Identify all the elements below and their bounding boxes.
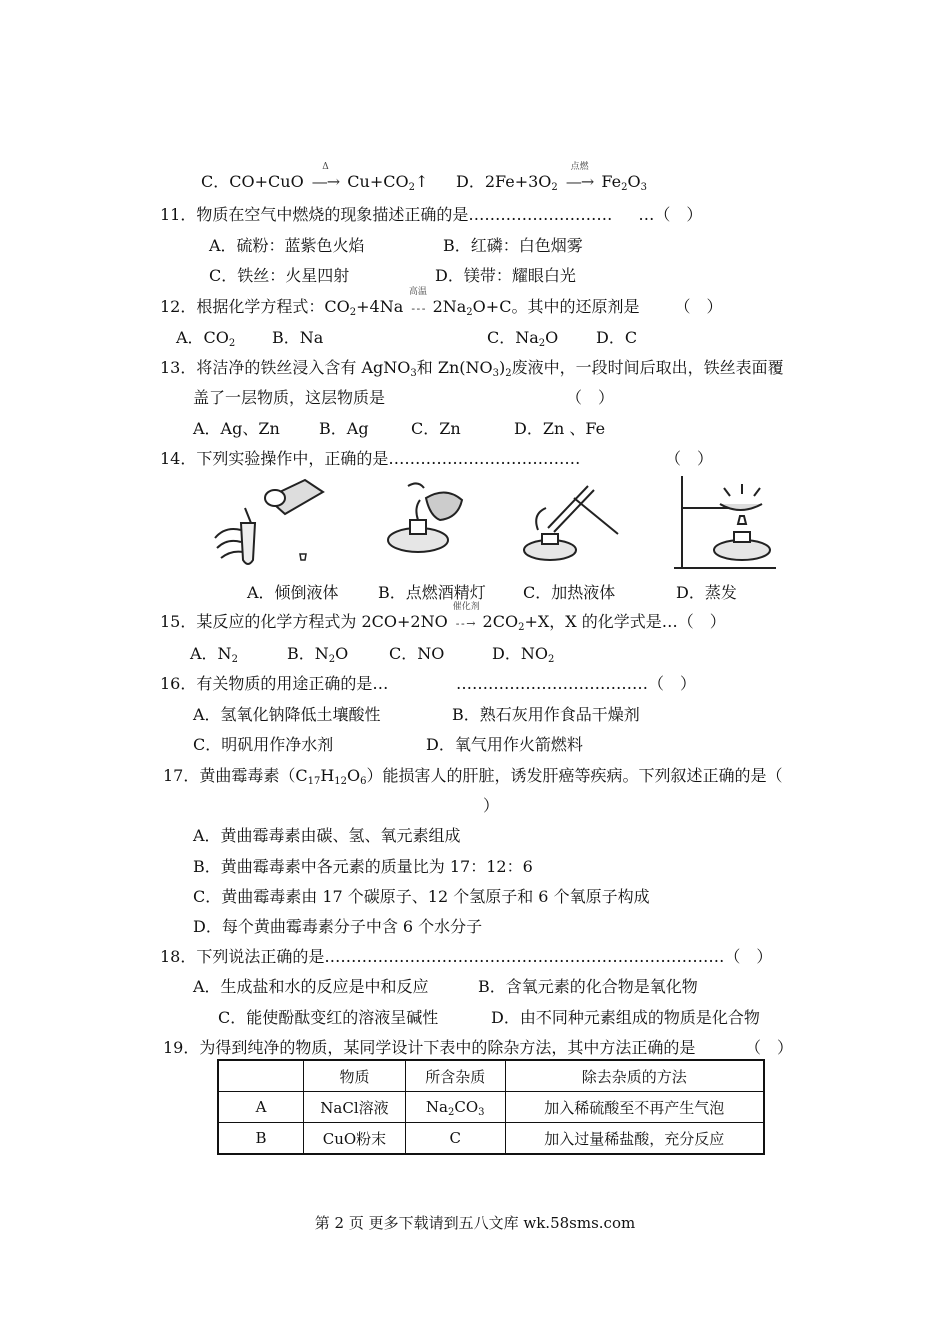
q12-stem: 12．根据化学方程式：$CO_2+4Na$ 高温 - - - $2Na_2O+C$。其中的还原剂是 （ ） [160, 287, 723, 318]
table-row [218, 1123, 764, 1155]
q10-option-c: C．CO+CuO Δ —→ $Cu+CO_2↑$ [201, 162, 429, 193]
q13-option-c: C．Zn [411, 419, 461, 438]
q11-option-b: B．红磷：白色烟雾 [443, 236, 583, 255]
q13-option-a: A．Ag、Zn [193, 419, 280, 438]
q11-option-d: D．镁带：耀眼白光 [435, 266, 576, 285]
q17-option-b: B．黄曲霉毒素中各元素的质量比为 17：12：6 [193, 857, 533, 876]
reaction-arrow: 催化剂 - - → [452, 602, 480, 630]
q11-option-c: C．铁丝：火星四射 [209, 266, 350, 285]
q14-option-b: B．点燃酒精灯 [378, 583, 486, 602]
q15-option-d: D．$NO_2$ [492, 644, 555, 665]
reaction-arrow: 高温 - - - [408, 287, 427, 315]
q15-option-a: A．$N_2$ [190, 644, 238, 665]
impurity-cell: C [405, 1123, 505, 1155]
q11-stem: 11．物质在空气中燃烧的现象描述正确的是……………………… …（ ） [160, 205, 703, 224]
impurity-cell: $Na_2CO_3$ [405, 1092, 505, 1123]
q17-option-c: C．黄曲霉毒素由 17 个碳原子、12 个氢原子和 6 个氧原子构成 [193, 887, 650, 906]
q16-option-a: A．氢氧化钠降低土壤酸性 [193, 705, 381, 724]
q14-option-c: C．加热液体 [523, 583, 616, 602]
q14-stem: 14．下列实验操作中，正确的是……………………………… [160, 449, 581, 468]
alcohol-lamp-figure [378, 478, 473, 563]
q11-option-a: A．硫粉：蓝紫色火焰 [209, 236, 365, 255]
q15-option-b: B．$N_2O$ [287, 644, 349, 665]
q14-option-d: D．蒸发 [676, 583, 737, 602]
q14-answer-bracket: （ ） [665, 449, 714, 468]
q13-stem-line1: 13．将洁净的铁丝浸入含有 AgNO$_3$和 $Zn(NO_3)_2$废液中，一段时间后取出，铁丝表面覆 [160, 358, 784, 379]
method-cell: 加入稀硫酸至不再产生气泡 [505, 1092, 764, 1123]
q16-option-d: D．氧气用作火箭燃料 [426, 735, 583, 754]
q10-option-d: D．$2Fe+3O_2$ 点燃 —→ $Fe_2O_3$ [456, 162, 647, 193]
page-footer: 第 2 页 更多下载请到五八文库 wk.58sms.com [314, 1214, 636, 1232]
q12-option-c: C．$Na_2O$ [487, 328, 559, 349]
q14-option-a: A．倾倒液体 [247, 583, 339, 602]
q18-stem: 18．下列说法正确的是…………………………………………………………………（ ） [160, 947, 773, 966]
header-cell: 物质 [304, 1060, 406, 1092]
q12-option-b: B．Na [272, 328, 324, 347]
q17-option-a: A．黄曲霉毒素由碳、氢、氧元素组成 [193, 826, 461, 845]
q12-option-d: D．C [596, 328, 638, 347]
header-cell: 所含杂质 [405, 1060, 505, 1092]
header-cell [218, 1060, 304, 1092]
heating-liquid-figure [518, 478, 628, 568]
q18-option-c: C．能使酚酞变红的溶液呈碱性 [218, 1008, 439, 1027]
reaction-arrow: Δ —→ [311, 162, 340, 191]
q16-option-c: C．明矾用作净水剂 [193, 735, 334, 754]
reaction-arrow: 点燃 —→ [565, 162, 594, 191]
q13-option-b: B．Ag [319, 419, 369, 438]
q13-stem-line2: 盖了一层物质，这层物质是 [193, 388, 386, 407]
evaporation-figure [670, 468, 780, 578]
q17-stem: 17．黄曲霉毒素$(C_{17}H_{12}O_6)$能损害人的肝脏，诱发肝癌等疾病。下列叙述正确的是（ [163, 766, 783, 787]
q12-option-a: A．$CO_2$ [176, 328, 236, 349]
q18-option-d: D．由不同种元素组成的物质是化合物 [491, 1008, 760, 1027]
substance-cell: NaCl溶液 [304, 1092, 406, 1123]
q13-answer-bracket: （ ） [566, 388, 615, 407]
q13-option-d: D．Zn 、Fe [514, 419, 606, 438]
pouring-liquid-figure [205, 468, 335, 578]
q19-stem: 19．为得到纯净的物质，某同学设计下表中的除杂方法，其中方法正确的是 [163, 1038, 696, 1057]
q16-dots: ………………………………（ ） [456, 674, 697, 693]
q18-option-b: B．含氧元素的化合物是氧化物 [478, 977, 698, 996]
q17-option-d: D．每个黄曲霉毒素分子中含 6 个水分子 [193, 917, 483, 936]
q18-option-a: A．生成盐和水的反应是中和反应 [193, 977, 429, 996]
table-header-row [218, 1060, 764, 1092]
q16-stem: 16．有关物质的用途正确的是… [160, 674, 389, 693]
q19-answer-bracket: （ ） [745, 1038, 794, 1057]
q15-option-c: C．NO [389, 644, 445, 663]
purification-table [217, 1059, 765, 1155]
table-row [218, 1092, 764, 1123]
method-cell: 加入过量稀盐酸，充分反应 [505, 1123, 764, 1155]
q16-option-b: B．熟石灰用作食品干燥剂 [452, 705, 640, 724]
substance-cell: CuO粉末 [304, 1123, 406, 1155]
row-id: A [218, 1092, 304, 1123]
header-cell: 除去杂质的方法 [505, 1060, 764, 1092]
q17-bracket-close: ） [483, 796, 500, 815]
row-id: B [218, 1123, 304, 1155]
q15-stem: 15．某反应的化学方程式为 2CO+2NO 催化剂 - - → $2CO_2+X$，X 的化学式是…（ ） [160, 602, 726, 633]
